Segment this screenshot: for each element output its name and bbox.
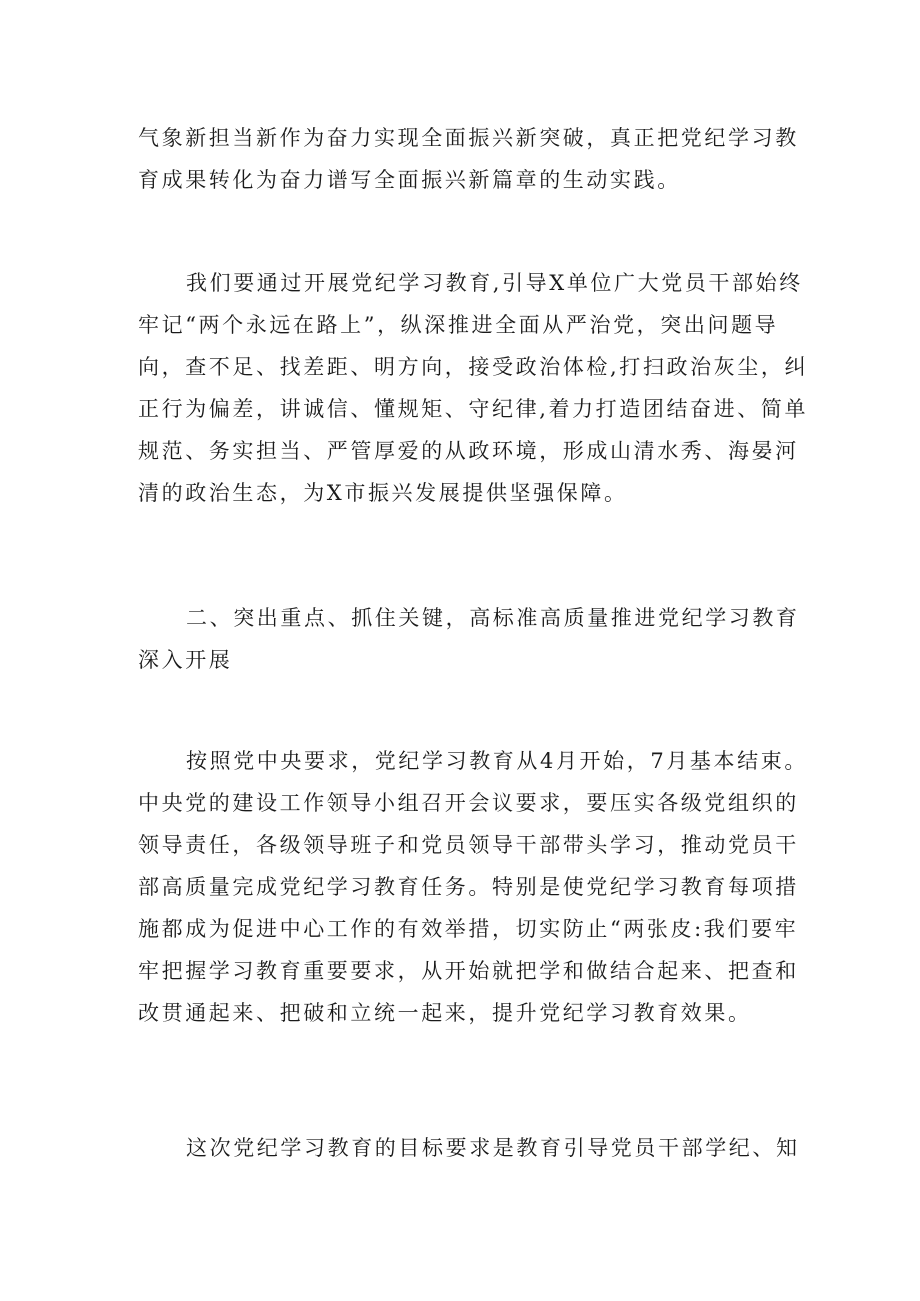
text-line: 按照党中央要求，党纪学习教育从4月开始，7月基本结束。 xyxy=(186,749,808,773)
section-heading xyxy=(138,597,800,681)
paragraph-2 xyxy=(138,262,809,514)
text-line: 施都成为促进中心工作的有效举措，切实防止“两张皮:我们要牢 xyxy=(138,917,799,941)
text-line: 清的政治生态，为X市振兴发展提供坚强保障。 xyxy=(138,481,628,505)
text-line: 部高质量完成党纪学习教育任务。特别是使党纪学习教育每项措 xyxy=(138,875,799,899)
paragraph-1 xyxy=(138,117,799,201)
paragraph-3 xyxy=(138,740,808,1034)
text-line: 我们要通过开展党纪学习教育,引导X单位广大党员干部始终 xyxy=(186,271,803,295)
text-line: 气象新担当新作为奋力实现全面振兴新突破，真正把党纪学习教 xyxy=(138,126,799,150)
paragraph-4 xyxy=(138,1127,800,1169)
heading-line: 二、突出重点、抓住关键，高标准高质量推进党纪学习教育 xyxy=(186,606,800,630)
text-line: 中央党的建设工作领导小组召开会议要求，要压实各级党组织的 xyxy=(138,791,799,815)
text-line: 正行为偏差，讲诚信、懂规矩、守纪律,着力打造团结奋进、简单 xyxy=(138,397,809,421)
text-line: 改贯通起来、把破和立统一起来，提升党纪学习教育效果。 xyxy=(138,1001,752,1025)
text-line: 向，查不足、找差距、明方向，接受政治体检,打扫政治灰尘，纠 xyxy=(138,355,809,379)
text-line: 牢记“两个永远在路上”，纵深推进全面从严治党，突出问题导 xyxy=(138,313,779,337)
heading-line: 深入开展 xyxy=(138,648,233,672)
text-line: 这次党纪学习教育的目标要求是教育引导党员干部学纪、知 xyxy=(186,1136,800,1160)
text-line: 育成果转化为奋力谱写全面振兴新篇章的生动实践。 xyxy=(138,168,681,192)
text-line: 牢把握学习教育重要要求，从开始就把学和做结合起来、把查和 xyxy=(138,959,799,983)
text-line: 领导责任，各级领导班子和党员领导干部带头学习，推动党员干 xyxy=(138,833,799,857)
text-line: 规范、务实担当、严管厚爱的从政环境，形成山清水秀、海晏河 xyxy=(138,439,799,463)
